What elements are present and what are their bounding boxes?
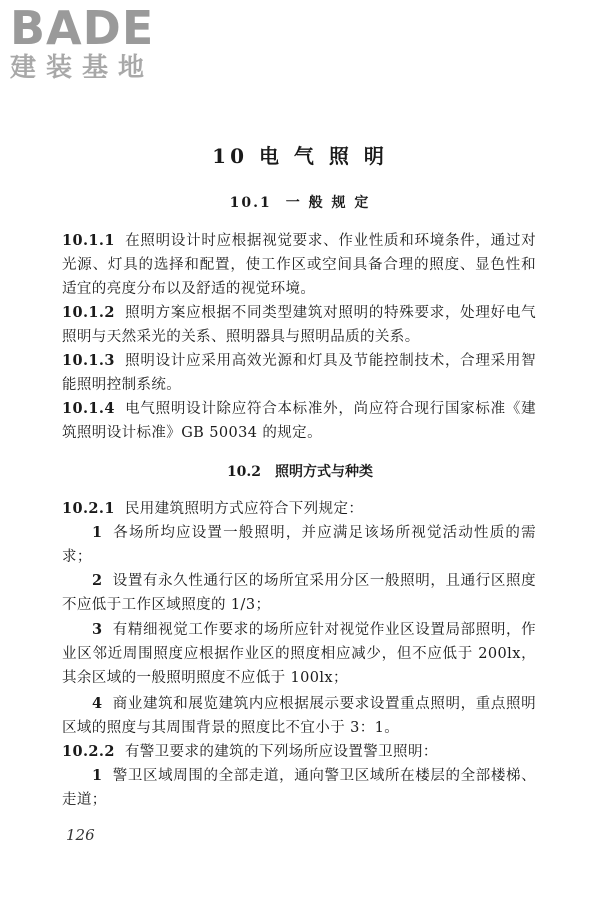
clause-10-2-1: [62, 497, 536, 521]
clause-number: 10.1.3: [62, 352, 115, 369]
clause-text: 在照明设计时应根据视觉要求、作业性质和环境条件，通过对光源、灯具的选择和配置，使工作区或空间具备合理的照度、显色性和适宜的亮度分布以及舒适的视觉环境。: [62, 233, 536, 297]
logo-text-cn: 建装基地: [10, 53, 155, 83]
chapter-title: 10 电 气 照 明: [212, 144, 388, 168]
section-number: 10.2: [226, 464, 262, 480]
item-number: 3: [92, 621, 103, 638]
clause-10-2-2: [62, 740, 536, 764]
clause-text: 有警卫要求的建筑的下列场所应设置警卫照明：: [124, 744, 438, 760]
section-number: 10.1: [229, 195, 272, 211]
bade-logo: [10, 1, 180, 84]
item-10-2-1-1: [62, 521, 536, 569]
clause-10-1-4: [62, 397, 536, 445]
item-10-2-1-2: [62, 569, 536, 617]
page-number: 126: [66, 826, 95, 844]
section-title: 一 般 规 定: [285, 195, 371, 211]
item-text: 各场所均应设置一般照明，并应满足该场所视觉活动性质的需求；: [62, 525, 536, 565]
clause-number: 10.1.2: [62, 304, 115, 321]
item-10-2-1-4: [62, 692, 536, 740]
item-number: 4: [92, 695, 103, 712]
clause-number: 10.1.1: [62, 232, 115, 249]
clause-number: 10.2.2: [62, 743, 115, 760]
section-heading-10-1: [0, 192, 600, 212]
clause-10-1-3: [62, 349, 536, 397]
clause-text: 民用建筑照明方式应符合下列规定：: [124, 501, 364, 517]
item-10-2-2-1: [62, 764, 536, 812]
item-10-2-1-3: [62, 618, 536, 690]
item-number: 1: [92, 767, 103, 784]
item-number: 1: [92, 524, 103, 541]
logo-text-en: BADE: [10, 1, 155, 55]
section-title: 照明方式与种类: [275, 464, 374, 480]
clause-text: 照明设计应采用高效光源和灯具及节能控制技术，合理采用智能照明控制系统。: [62, 353, 536, 393]
clause-number: 10.2.1: [62, 500, 115, 517]
clause-10-1-1: [62, 229, 536, 301]
item-number: 2: [92, 572, 103, 589]
clause-number: 10.1.4: [62, 400, 115, 417]
section-heading-10-2: [0, 461, 600, 481]
item-text: 警卫区域周围的全部走道，通向警卫区域所在楼层的全部楼梯、走道；: [62, 768, 536, 808]
item-text: 有精细视觉工作要求的场所应针对视觉作业区设置局部照明，作业区邻近周围照度应根据作业区的照度相应减少，但不应低于 200lx，其余区域的一般照明照度不应低于 100lx；: [62, 622, 536, 686]
clause-text: 电气照明设计除应符合本标准外，尚应符合现行国家标准《建筑照明设计标准》GB 50034 的规定。: [62, 401, 536, 441]
item-text: 设置有永久性通行区的场所宜采用分区一般照明，且通行区照度不应低于工作区域照度的 1/3；: [62, 573, 536, 613]
clause-10-1-2: [62, 301, 536, 349]
item-text: 商业建筑和展览建筑内应根据展示要求设置重点照明，重点照明区域的照度与其周围背景的照度比不宜小于 3：1。: [62, 696, 536, 736]
clause-text: 照明方案应根据不同类型建筑对照明的特殊要求，处理好电气照明与天然采光的关系、照明器具与照明品质的关系。: [62, 305, 536, 345]
